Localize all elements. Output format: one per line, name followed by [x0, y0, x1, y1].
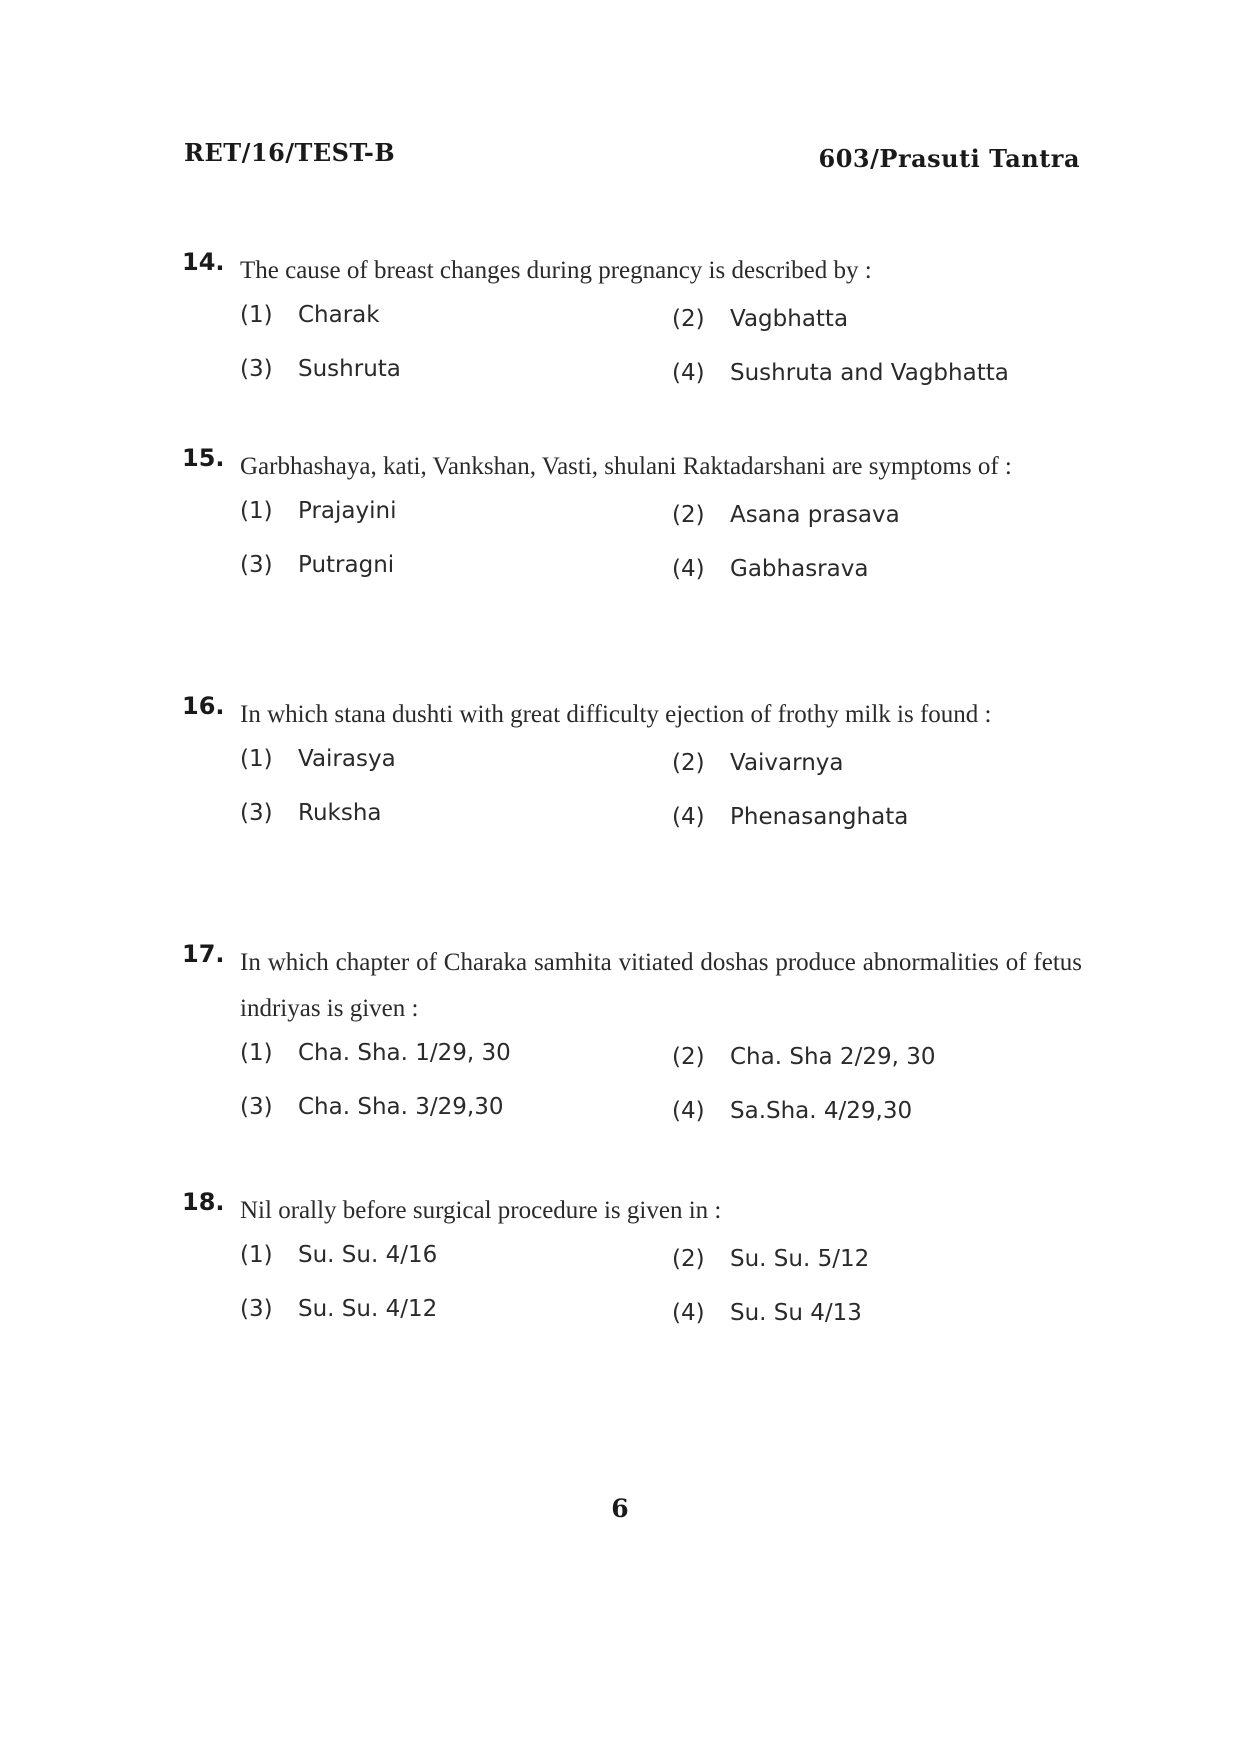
- option-number: (4): [672, 804, 705, 830]
- option-3: [240, 552, 394, 578]
- option-number: (3): [240, 356, 273, 382]
- option-2: [672, 502, 900, 528]
- options: [240, 1242, 1082, 1352]
- option-1: [240, 1242, 437, 1268]
- option-number: (4): [672, 1300, 705, 1326]
- option-2: [672, 1044, 935, 1070]
- test-code: RET/16/TEST-B: [184, 138, 396, 167]
- question-text: Nil orally before surgical procedure is given in :: [240, 1197, 722, 1224]
- option-4: [672, 804, 908, 830]
- question-15: [182, 444, 1082, 608]
- option-3: [240, 1296, 437, 1322]
- subject-code: 603/Prasuti Tantra: [818, 144, 1080, 173]
- option-number: (4): [672, 360, 705, 386]
- option-text: Sa.Sha. 4/29,30: [730, 1098, 913, 1124]
- page-number: 6: [611, 1494, 629, 1523]
- question-text: In which chapter of Charaka samhita vitiated doshas produce abnormalities of fetus indriyas is given :: [240, 949, 1082, 1022]
- options: [240, 498, 1082, 608]
- option-4: [672, 360, 1009, 386]
- option-number: (3): [240, 1094, 273, 1120]
- option-number: (1): [240, 1242, 273, 1268]
- option-1: [240, 1040, 511, 1066]
- option-text: Phenasanghata: [730, 804, 909, 830]
- option-4: [672, 556, 868, 582]
- option-number: (2): [672, 1246, 705, 1272]
- question-number: 17.: [182, 940, 225, 968]
- option-number: (2): [672, 750, 705, 776]
- question-17: [182, 940, 1082, 1150]
- option-text: Su. Su. 4/12: [298, 1296, 438, 1322]
- option-text: Charak: [298, 302, 380, 328]
- question-14: [182, 248, 1082, 412]
- option-number: (1): [240, 1040, 273, 1066]
- option-3: [240, 800, 382, 826]
- options: [240, 1040, 1082, 1150]
- question-text: Garbhashaya, kati, Vankshan, Vasti, shulani Raktadarshani are symptoms of :: [240, 453, 1012, 480]
- option-4: [672, 1098, 912, 1124]
- question-18: [182, 1188, 1082, 1352]
- option-text: Gabhasrava: [730, 556, 869, 582]
- options: [240, 302, 1082, 412]
- options: [240, 746, 1082, 856]
- option-text: Cha. Sha. 1/29, 30: [298, 1040, 511, 1066]
- option-2: [672, 750, 843, 776]
- option-3: [240, 356, 401, 382]
- option-text: Sushruta and Vagbhatta: [730, 360, 1009, 386]
- option-text: Vaivarnya: [730, 750, 844, 776]
- option-3: [240, 1094, 503, 1120]
- option-number: (1): [240, 746, 273, 772]
- option-4: [672, 1300, 862, 1326]
- option-text: Cha. Sha 2/29, 30: [730, 1044, 936, 1070]
- option-1: [240, 302, 380, 328]
- question-text: The cause of breast changes during pregnancy is described by :: [240, 257, 872, 284]
- option-number: (3): [240, 800, 273, 826]
- option-text: Su. Su. 4/16: [298, 1242, 438, 1268]
- option-text: Su. Su. 5/12: [730, 1246, 870, 1272]
- option-number: (1): [240, 302, 273, 328]
- question-number: 14.: [182, 248, 225, 276]
- option-number: (4): [672, 556, 705, 582]
- question-number: 15.: [182, 444, 225, 472]
- question-number: 16.: [182, 692, 225, 720]
- option-text: Cha. Sha. 3/29,30: [298, 1094, 504, 1120]
- option-number: (2): [672, 306, 705, 332]
- option-text: Vairasya: [298, 746, 396, 772]
- option-2: [672, 306, 848, 332]
- option-text: Putragni: [298, 552, 395, 578]
- option-number: (3): [240, 552, 273, 578]
- option-number: (2): [672, 1044, 705, 1070]
- option-text: Asana prasava: [730, 502, 900, 528]
- option-text: Su. Su 4/13: [730, 1300, 862, 1326]
- option-text: Sushruta: [298, 356, 401, 382]
- option-text: Vagbhatta: [730, 306, 849, 332]
- option-number: (4): [672, 1098, 705, 1124]
- option-number: (1): [240, 498, 273, 524]
- option-1: [240, 498, 396, 524]
- option-number: (3): [240, 1296, 273, 1322]
- option-1: [240, 746, 396, 772]
- option-text: Ruksha: [298, 800, 382, 826]
- option-number: (2): [672, 502, 705, 528]
- option-text: Prajayini: [298, 498, 397, 524]
- question-text: In which stana dushti with great difficulty ejection of frothy milk is found :: [240, 701, 992, 728]
- question-16: [182, 692, 1082, 856]
- option-2: [672, 1246, 869, 1272]
- question-number: 18.: [182, 1188, 225, 1216]
